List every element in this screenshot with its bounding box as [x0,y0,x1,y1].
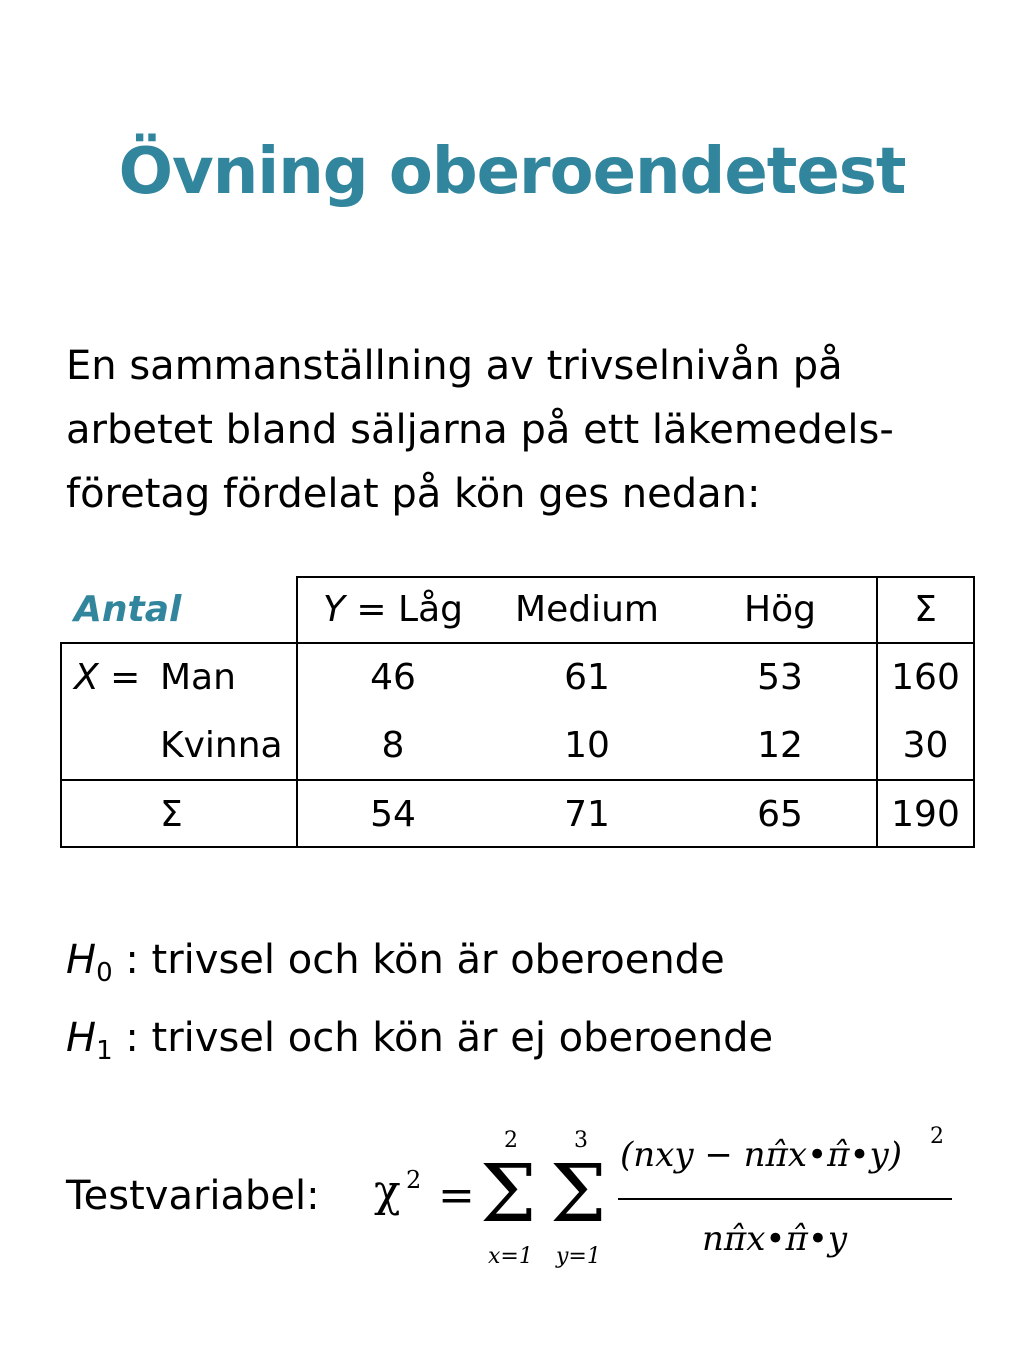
sum1-lower: x=1 [488,1244,533,1269]
fraction-bar [618,1198,952,1200]
sum2-upper: 3 [574,1128,588,1153]
column-header-medium: Medium [515,589,659,630]
intro-line: arbetet bland säljarna på ett läkemedels- [66,407,894,453]
page-title: Övning oberoendetest [118,135,906,209]
table-cell: 61 [564,657,610,698]
numerator-exponent: 2 [930,1124,944,1149]
sum1-upper: 2 [504,1128,518,1153]
test-variable-label: Testvariabel: [66,1173,320,1219]
sum1-symbol: Σ [480,1147,537,1240]
table-cell: 12 [757,725,803,766]
table-border-right [973,576,975,848]
hypothesis-subscript: 1 [96,1036,113,1066]
sum2-lower: y=1 [556,1244,601,1269]
intro-line: företag fördelat på kön ges nedan: [66,471,761,517]
table-corner-label: Antal [74,589,182,630]
y-variable: Y [322,589,345,630]
intro-paragraph [66,334,996,526]
column-total: 65 [757,794,803,835]
intro-line: En sammanställning av trivselnivån på [66,343,843,389]
contingency-table [60,576,975,848]
hypothesis-subscript: 0 [96,958,113,988]
row-total: 160 [891,657,960,698]
y-equals: = [344,589,399,630]
table-border-left [60,642,62,848]
row-label-kvinna: Kvinna [160,725,283,766]
alternative-hypothesis [66,1008,773,1068]
hypothesis-symbol: H [66,937,97,983]
table-line-label-divider [296,576,298,848]
formula-numerator: (nxy − nπ̂x•π̂•y) [620,1135,902,1175]
table-cell: 10 [564,725,610,766]
column-header-label: Låg [398,589,464,630]
table-cell: 46 [370,657,416,698]
column-header-sum: Σ [914,589,937,630]
x-equals: = [98,657,141,698]
column-total: 54 [370,794,416,835]
formula-denominator: nπ̂x•π̂•y [702,1219,848,1259]
column-header-high: Hög [744,589,816,630]
table-cell: 53 [757,657,803,698]
grand-total: 190 [891,794,960,835]
x-variable-label [74,644,140,712]
chi-symbol: χ [374,1166,401,1217]
hypothesis-text: : trivsel och kön är ej oberoende [112,1015,774,1061]
equals-sign: = [438,1170,475,1221]
sum2-symbol: Σ [550,1147,607,1240]
column-header-low [300,576,486,644]
column-total: 71 [564,794,610,835]
row-total: 30 [902,725,949,766]
totals-row-label: Σ [160,794,183,835]
null-hypothesis [66,930,725,990]
hypothesis-text: : trivsel och kön är oberoende [112,937,725,983]
chi-exponent: 2 [406,1166,422,1194]
x-variable: X [74,657,99,698]
row-label-man: Man [160,657,236,698]
chi-square-formula [360,1118,960,1288]
table-cell: 8 [381,725,405,766]
hypothesis-symbol: H [66,1015,97,1061]
